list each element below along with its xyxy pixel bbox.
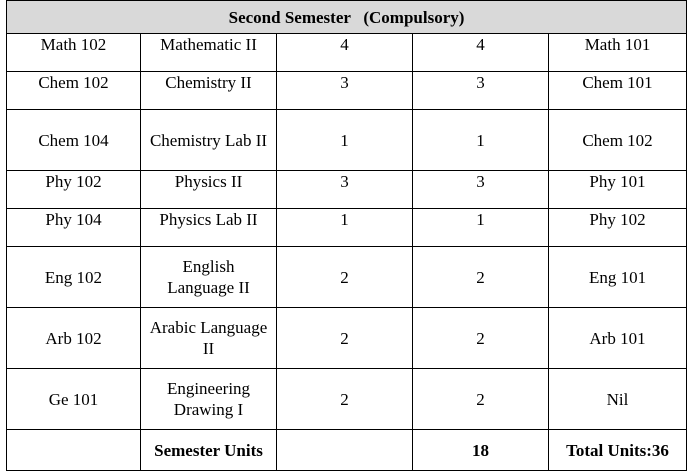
course-code: Chem 102 xyxy=(7,72,141,110)
lecture-hours: 2 xyxy=(277,247,413,308)
prerequisite: Nil xyxy=(549,369,687,430)
course-code: Eng 102 xyxy=(7,247,141,308)
credit-units: 1 xyxy=(413,110,549,171)
course-code: Math 102 xyxy=(7,34,141,72)
course-title: Chemistry II xyxy=(141,72,277,110)
semester-units-value: 18 xyxy=(413,430,549,471)
course-title: Mathematic II xyxy=(141,34,277,72)
table-title: Second Semester (Compulsory) xyxy=(7,1,687,34)
lecture-hours: 1 xyxy=(277,110,413,171)
table-title-row xyxy=(7,1,687,34)
course-title: Chemistry Lab II xyxy=(141,110,277,171)
course-code: Phy 102 xyxy=(7,171,141,209)
prerequisite: Arb 101 xyxy=(549,308,687,369)
credit-units: 2 xyxy=(413,247,549,308)
table-row xyxy=(7,247,687,308)
prerequisite: Chem 101 xyxy=(549,72,687,110)
lecture-hours: 4 xyxy=(277,34,413,72)
semester-units-label: Semester Units xyxy=(141,430,277,471)
course-title: Engineering Drawing I xyxy=(141,369,277,430)
course-code: Chem 104 xyxy=(7,110,141,171)
prerequisite: Math 101 xyxy=(549,34,687,72)
lecture-hours: 3 xyxy=(277,72,413,110)
course-code: Phy 104 xyxy=(7,209,141,247)
prerequisite: Chem 102 xyxy=(549,110,687,171)
course-code: Ge 101 xyxy=(7,369,141,430)
course-table xyxy=(6,0,687,471)
table-row xyxy=(7,110,687,171)
table-row xyxy=(7,72,687,110)
credit-units: 2 xyxy=(413,308,549,369)
total-units: Total Units:36 xyxy=(549,430,687,471)
table-row xyxy=(7,171,687,209)
lecture-hours: 1 xyxy=(277,209,413,247)
prerequisite: Eng 101 xyxy=(549,247,687,308)
table-row xyxy=(7,369,687,430)
course-code: Arb 102 xyxy=(7,308,141,369)
credit-units: 1 xyxy=(413,209,549,247)
credit-units: 2 xyxy=(413,369,549,430)
prerequisite: Phy 102 xyxy=(549,209,687,247)
course-title: Physics II xyxy=(141,171,277,209)
footer-empty-cell xyxy=(7,430,141,471)
credit-units: 4 xyxy=(413,34,549,72)
course-title: Arabic Language II xyxy=(141,308,277,369)
prerequisite: Phy 101 xyxy=(549,171,687,209)
credit-units: 3 xyxy=(413,171,549,209)
course-title: English Language II xyxy=(141,247,277,308)
lecture-hours: 3 xyxy=(277,171,413,209)
footer-empty-cell xyxy=(277,430,413,471)
table-footer-row xyxy=(7,430,687,471)
course-title: Physics Lab II xyxy=(141,209,277,247)
table-row xyxy=(7,308,687,369)
lecture-hours: 2 xyxy=(277,369,413,430)
credit-units: 3 xyxy=(413,72,549,110)
table-row xyxy=(7,209,687,247)
table-row xyxy=(7,34,687,72)
lecture-hours: 2 xyxy=(277,308,413,369)
